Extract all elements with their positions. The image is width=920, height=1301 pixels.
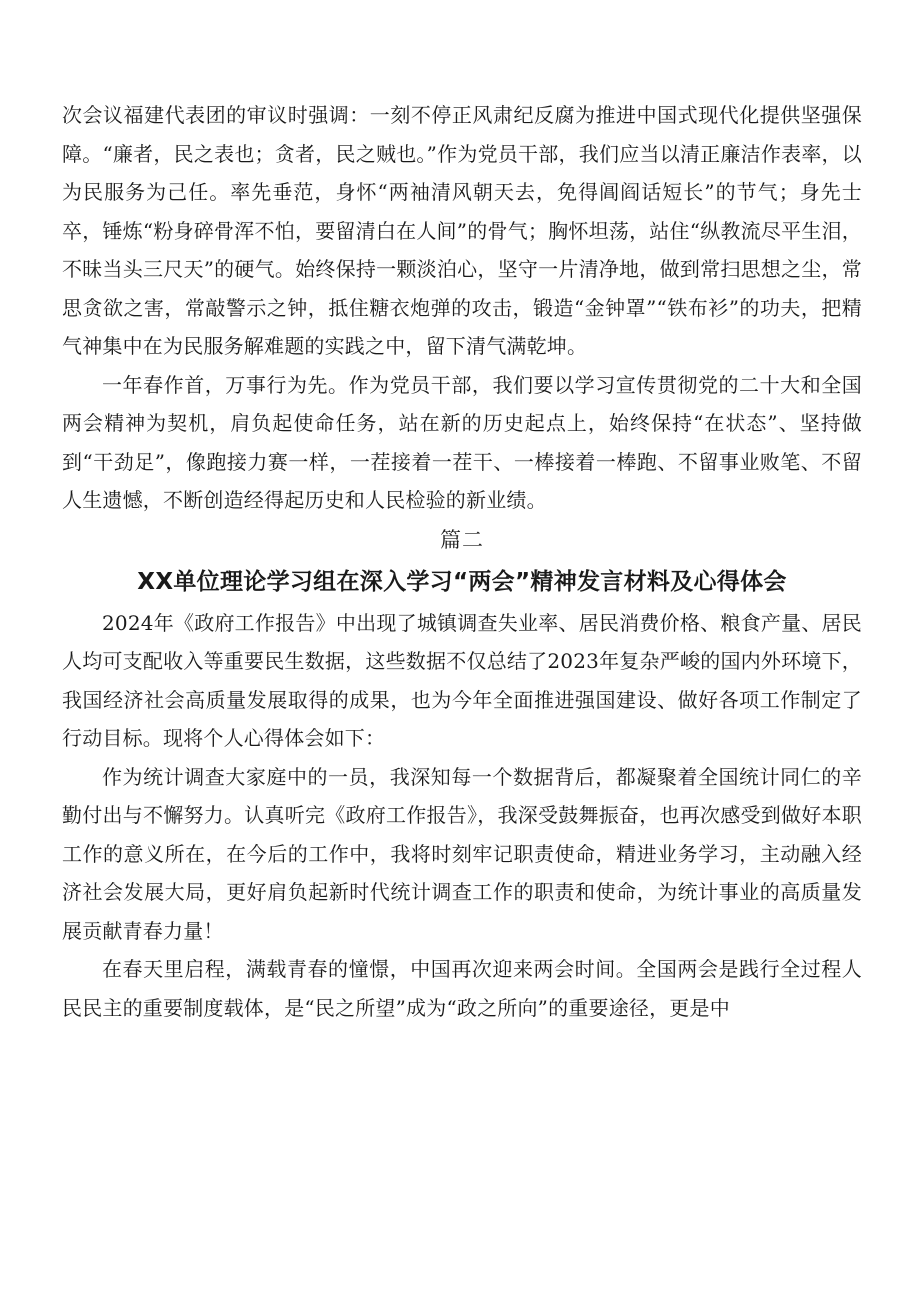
body-paragraph-2: 一年春作首，万事行为先。作为党员干部，我们要以学习宣传贯彻党的二十大和全国两会精神为契机，肩负起使命任务，站在新的历史起点上，始终保持“在状态”、坚持做到“干劲足”，像跑接力赛一样，一茬接着一茬干、一棒接着一棒跑、不留事业败笔、不留人生遗憾，不断创造经得起历史和人民检验的新业绩。 xyxy=(62,372,862,512)
body-paragraph-1: 次会议福建代表团的审议时强调：一刻不停正风肃纪反腐为推进中国式现代化提供坚强保障。“廉者，民之表也；贪者，民之贼也。”作为党员干部，我们应当以清正廉洁作表率，以为民服务为己任。率先垂范，身怀“两袖清风朝天去，免得阊阎话短长”的节气；身先士卒，锤炼“粉身碎骨浑不怕，要留清白在人间”的骨气；胸怀坦荡，站住“纵教流尽平生泪，不昧当头三尺天”的硬气。始终保持一颗淡泊心，坚守一片清净地，做到常扫思想之尘，常思贪欲之害，常敲警示之钟，抵住糖衣炮弹的攻击，锻造“金钟罩”“铁布衫”的功夫，把精气神集中在为民服务解难题的实践之中，留下清气满乾坤。 xyxy=(62,103,862,358)
body-paragraph-4: 作为统计调查大家庭中的一员，我深知每一个数据背后，都凝聚着全国统计同仁的辛勤付出与不懈努力。认真听完《政府工作报告》，我深受鼓舞振奋，也再次感受到做好本职工作的意义所在，在今后的工作中，我将时刻牢记职责使命，精进业务学习，主动融入经济社会发展大局，更好肩负起新时代统计调查工作的职责和使命，为统计事业的高质量发展贡献青春力量！ xyxy=(62,764,862,943)
body-paragraph-3: 2024年《政府工作报告》中出现了城镇调查失业率、居民消费价格、粮食产量、居民人均可支配收入等重要民生数据，这些数据不仅总结了2023年复杂严峻的国内外环境下，我国经济社会高质量发展取得的成果，也为今年全面推进强国建设、做好各项工作制定了行动目标。现将个人心得体会如下： xyxy=(62,610,862,750)
article-title: XX单位理论学习组在深入学习“两会”精神发言材料及心得体会 xyxy=(137,568,787,595)
document-page xyxy=(62,96,862,1027)
body-paragraph-5: 在春天里启程，满载青春的憧憬，中国再次迎来两会时间。全国两会是践行全过程人民民主的重要制度载体，是“民之所望”成为“政之所向”的重要途径，更是中 xyxy=(62,957,862,1020)
section-label: 篇二 xyxy=(440,527,484,552)
